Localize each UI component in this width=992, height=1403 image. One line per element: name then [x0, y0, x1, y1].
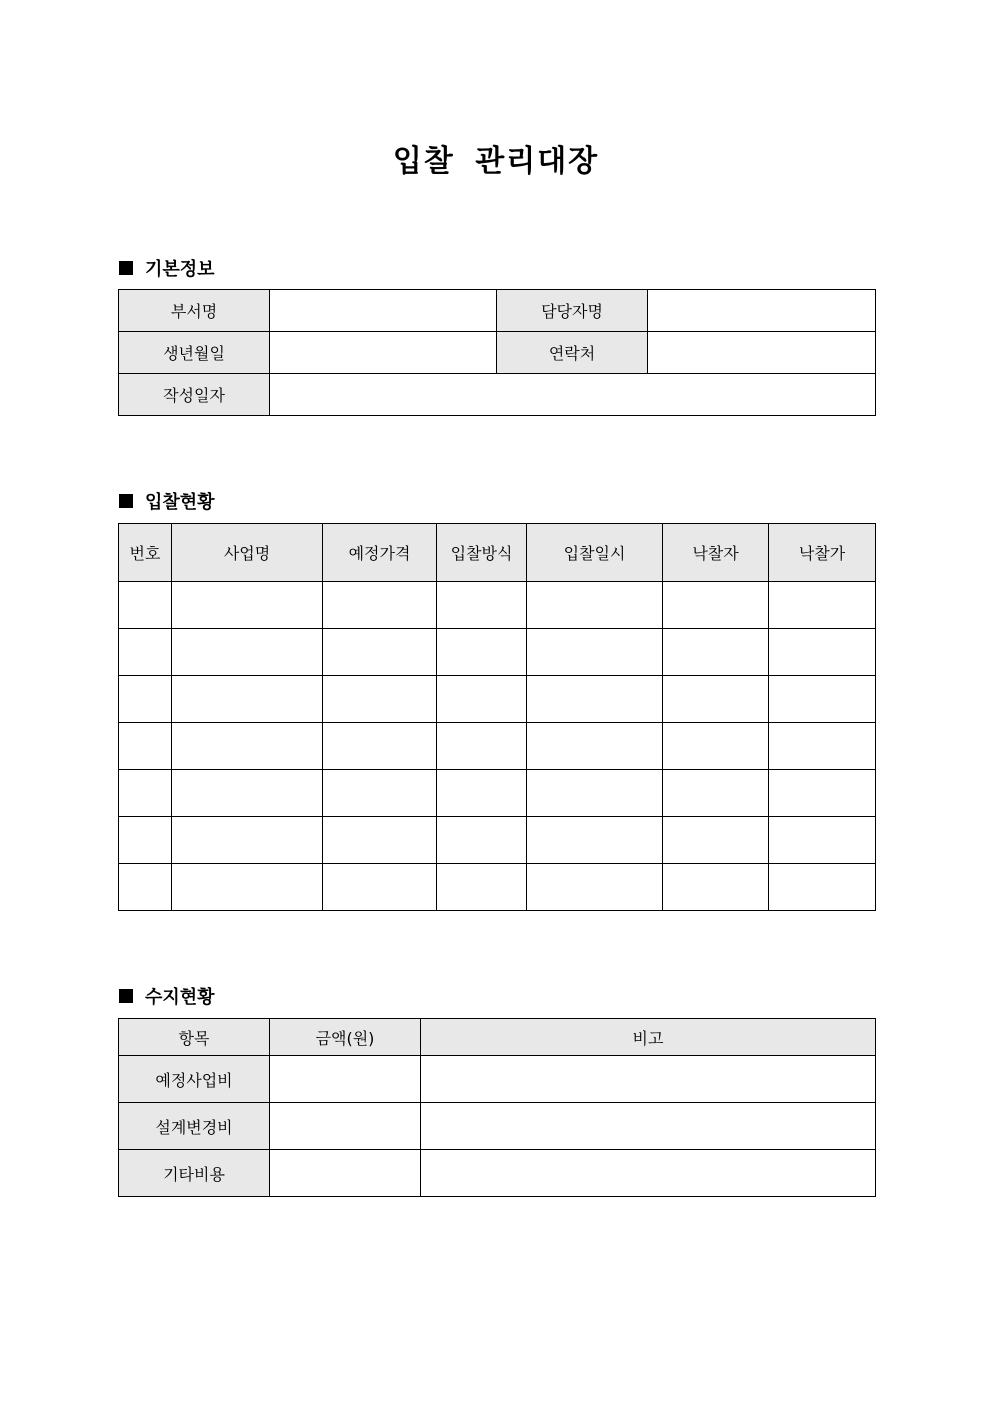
project-name-cell[interactable]	[172, 817, 323, 864]
number-cell[interactable]	[119, 676, 172, 723]
column-header-estimated-price: 예정가격	[323, 524, 437, 582]
winner-cell[interactable]	[663, 629, 769, 676]
bid-datetime-cell[interactable]	[527, 864, 663, 911]
section-heading-label: 수지현황	[145, 987, 215, 1008]
winner-cell[interactable]	[663, 582, 769, 629]
finance-table	[118, 1018, 876, 1197]
bid-method-cell[interactable]	[437, 582, 527, 629]
table-row	[119, 582, 876, 629]
bid-method-cell[interactable]	[437, 770, 527, 817]
table-row	[119, 723, 876, 770]
winner-cell[interactable]	[663, 817, 769, 864]
contact-field[interactable]	[648, 332, 876, 374]
finance-note-cell[interactable]	[421, 1150, 876, 1197]
table-row	[119, 374, 876, 416]
winning-price-cell[interactable]	[769, 817, 876, 864]
table-row	[119, 770, 876, 817]
square-bullet-icon	[119, 989, 133, 1003]
bid-status-table	[118, 523, 876, 911]
column-header-note: 비고	[421, 1019, 876, 1056]
square-bullet-icon	[119, 261, 133, 275]
bid-datetime-cell[interactable]	[527, 817, 663, 864]
winning-price-cell[interactable]	[769, 723, 876, 770]
table-header-row	[119, 524, 876, 582]
estimated-price-cell[interactable]	[323, 817, 437, 864]
winning-price-cell[interactable]	[769, 770, 876, 817]
section-heading-finance	[119, 983, 215, 1009]
table-row	[119, 1056, 876, 1103]
winning-price-cell[interactable]	[769, 864, 876, 911]
written-date-label: 작성일자	[119, 374, 270, 416]
column-header-number: 번호	[119, 524, 172, 582]
winning-price-cell[interactable]	[769, 676, 876, 723]
bid-method-cell[interactable]	[437, 817, 527, 864]
birthdate-field[interactable]	[270, 332, 497, 374]
estimated-price-cell[interactable]	[323, 582, 437, 629]
number-cell[interactable]	[119, 629, 172, 676]
section-heading-label: 기본정보	[145, 259, 215, 280]
winning-price-cell[interactable]	[769, 582, 876, 629]
basic-info-table	[118, 289, 876, 416]
table-row	[119, 290, 876, 332]
number-cell[interactable]	[119, 723, 172, 770]
department-field[interactable]	[270, 290, 497, 332]
winner-cell[interactable]	[663, 770, 769, 817]
table-row	[119, 676, 876, 723]
bid-datetime-cell[interactable]	[527, 676, 663, 723]
project-name-cell[interactable]	[172, 770, 323, 817]
bid-datetime-cell[interactable]	[527, 582, 663, 629]
page-title: 입찰 관리대장	[392, 144, 600, 179]
bid-method-cell[interactable]	[437, 676, 527, 723]
bid-datetime-cell[interactable]	[527, 770, 663, 817]
project-name-cell[interactable]	[172, 723, 323, 770]
table-row	[119, 1150, 876, 1197]
manager-label: 담당자명	[497, 290, 648, 332]
department-label: 부서명	[119, 290, 270, 332]
bid-datetime-cell[interactable]	[527, 723, 663, 770]
column-header-winner: 낙찰자	[663, 524, 769, 582]
column-header-bid-datetime: 입찰일시	[527, 524, 663, 582]
finance-amount-cell[interactable]	[270, 1056, 421, 1103]
written-date-field[interactable]	[270, 374, 876, 416]
section-heading-label: 입찰현황	[145, 492, 215, 513]
finance-item-label: 설계변경비	[119, 1103, 270, 1150]
table-row	[119, 817, 876, 864]
section-heading-bid-status	[119, 488, 215, 514]
number-cell[interactable]	[119, 770, 172, 817]
winner-cell[interactable]	[663, 864, 769, 911]
column-header-amount: 금액(원)	[270, 1019, 421, 1056]
estimated-price-cell[interactable]	[323, 723, 437, 770]
column-header-winning-price: 낙찰가	[769, 524, 876, 582]
table-row	[119, 629, 876, 676]
estimated-price-cell[interactable]	[323, 629, 437, 676]
bid-method-cell[interactable]	[437, 723, 527, 770]
finance-note-cell[interactable]	[421, 1056, 876, 1103]
birthdate-label: 생년월일	[119, 332, 270, 374]
bid-datetime-cell[interactable]	[527, 629, 663, 676]
manager-field[interactable]	[648, 290, 876, 332]
estimated-price-cell[interactable]	[323, 770, 437, 817]
winner-cell[interactable]	[663, 676, 769, 723]
finance-note-cell[interactable]	[421, 1103, 876, 1150]
table-header-row	[119, 1019, 876, 1056]
estimated-price-cell[interactable]	[323, 676, 437, 723]
project-name-cell[interactable]	[172, 582, 323, 629]
number-cell[interactable]	[119, 864, 172, 911]
finance-item-label: 기타비용	[119, 1150, 270, 1197]
table-row	[119, 864, 876, 911]
finance-item-label: 예정사업비	[119, 1056, 270, 1103]
number-cell[interactable]	[119, 582, 172, 629]
column-header-item: 항목	[119, 1019, 270, 1056]
table-row	[119, 332, 876, 374]
contact-label: 연락처	[497, 332, 648, 374]
project-name-cell[interactable]	[172, 864, 323, 911]
finance-amount-cell[interactable]	[270, 1103, 421, 1150]
column-header-project-name: 사업명	[172, 524, 323, 582]
project-name-cell[interactable]	[172, 676, 323, 723]
column-header-bid-method: 입찰방식	[437, 524, 527, 582]
winning-price-cell[interactable]	[769, 629, 876, 676]
number-cell[interactable]	[119, 817, 172, 864]
winner-cell[interactable]	[663, 723, 769, 770]
bid-method-cell[interactable]	[437, 864, 527, 911]
finance-amount-cell[interactable]	[270, 1150, 421, 1197]
table-row	[119, 1103, 876, 1150]
estimated-price-cell[interactable]	[323, 864, 437, 911]
bid-method-cell[interactable]	[437, 629, 527, 676]
project-name-cell[interactable]	[172, 629, 323, 676]
section-heading-basic	[119, 255, 215, 281]
square-bullet-icon	[119, 494, 133, 508]
